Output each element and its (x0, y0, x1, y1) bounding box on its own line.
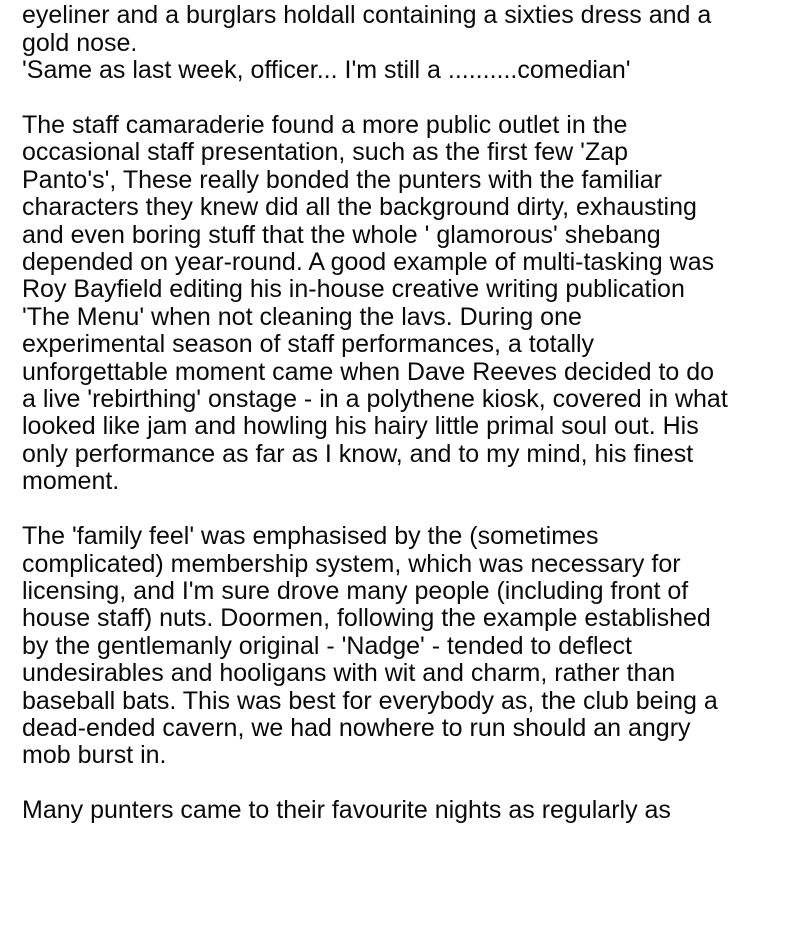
document-page (22, 0, 792, 852)
paragraph-intro: eyeliner and a burglars holdall containing a sixties dress and a gold nose. 'Same as last week, officer... I'm still a ..........comedian' (22, 1, 712, 85)
paragraph-punters: Many punters came to their favourite nights as regularly as (22, 796, 671, 825)
paragraph-staff-camaraderie: The staff camaraderie found a more public outlet in the occasional staff presentation, such as the first few 'Zap Panto's', These really bonded the punters with the familiar characters they knew did all the background dirty, exhausting and even boring stuff that the whole ' glamorous' shebang depended on year-round. A good example of multi-tasking was Roy Bayfield editing his in-house creative writing publication 'The Menu' when not cleaning the lavs. During one experimental season of staff performances, a totally unforgettable moment came when Dave Reeves decided to do a live 'rebirthing' onstage - in a polythene kiosk, covered in what looked like jam and howling his hairy little primal soul out. His only performance as far as I know, and to my mind, his finest moment. (22, 111, 728, 496)
paragraph-family-feel: The 'family feel' was emphasised by the (sometimes complicated) membership system, which was necessary for licensing, and I'm sure drove many people (including front of house staff) nuts. Doormen, following the example established by the gentlemanly original - 'Nadge' - tended to deflect undesirables and hooligans with wit and charm, rather than baseball bats. This was best for everybody as, the club being a dead-ended cavern, we had nowhere to run should an angry mob burst in. (22, 522, 718, 770)
